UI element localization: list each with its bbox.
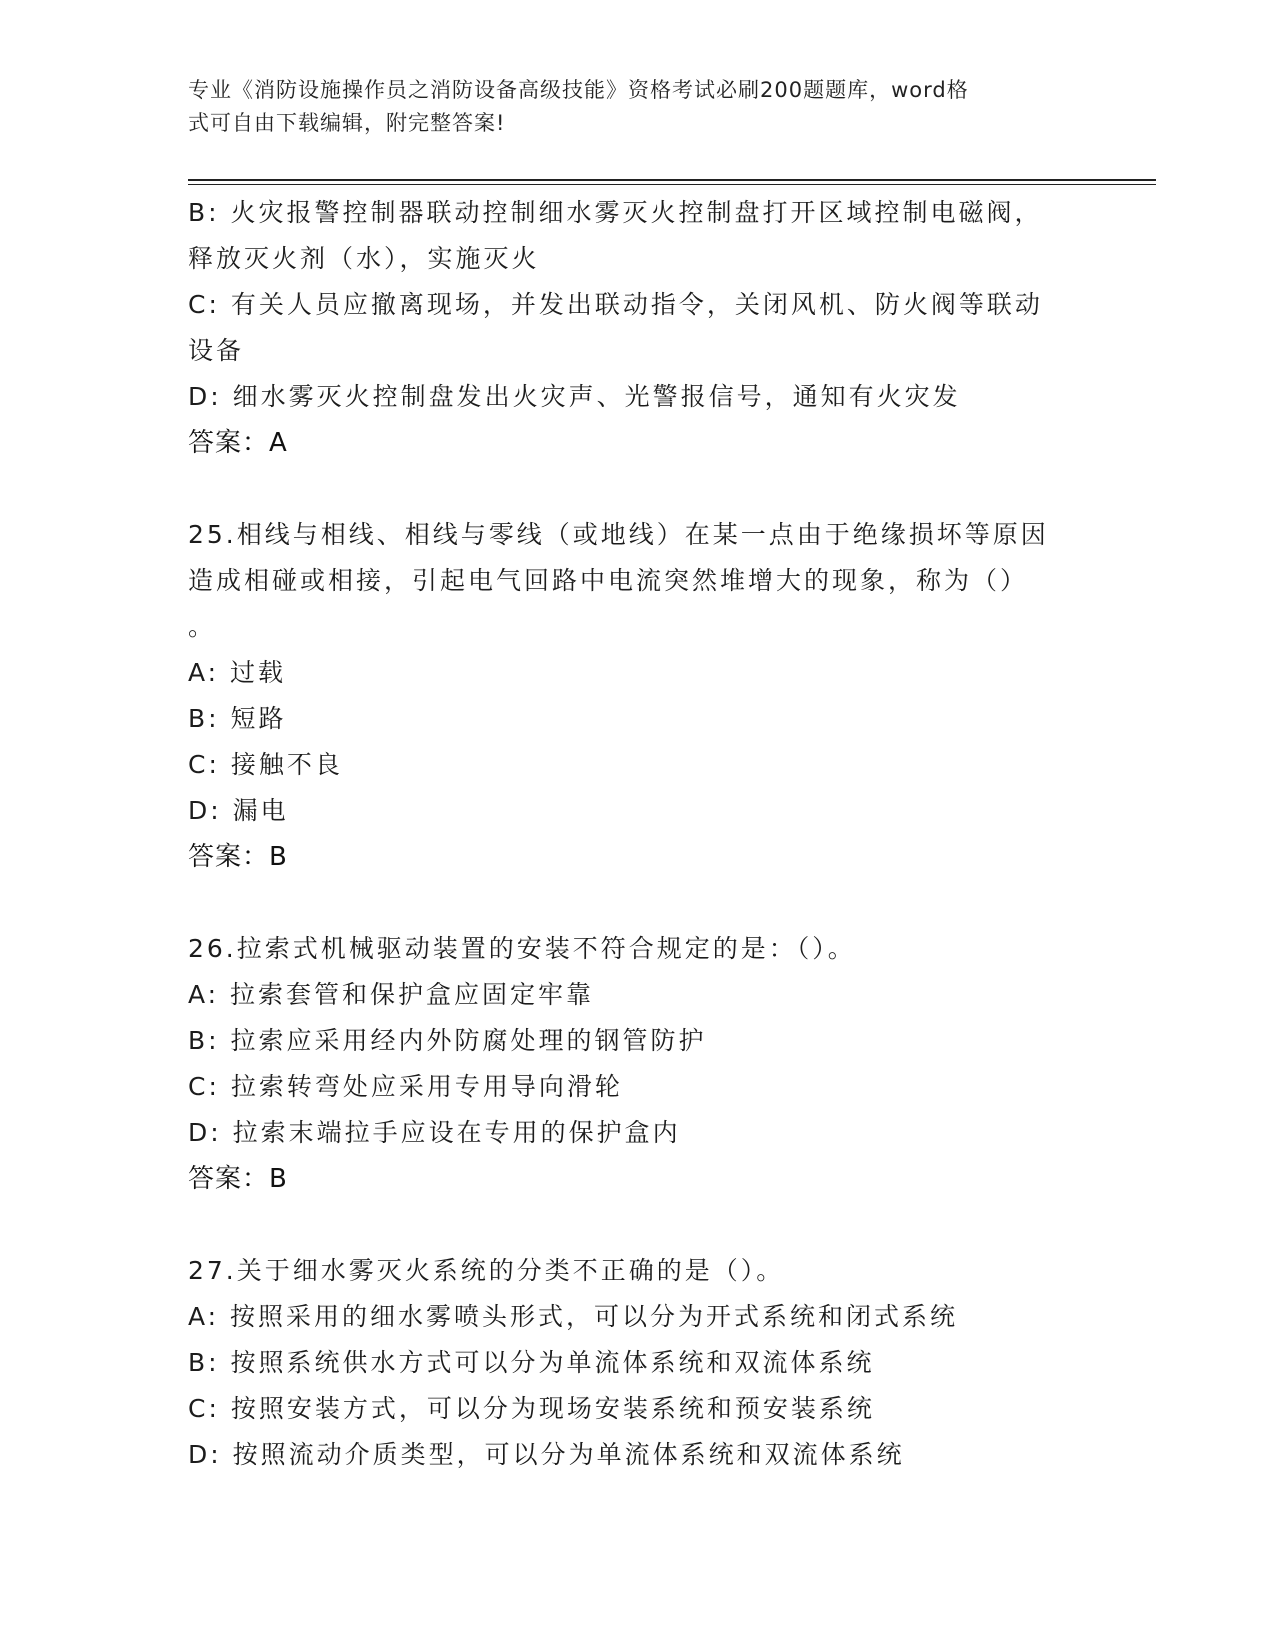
option-c-line-2: 设备 bbox=[188, 336, 245, 365]
spacer bbox=[188, 466, 1088, 512]
option-b: B: 拉索应采用经内外防腐处理的钢管防护 bbox=[188, 1026, 707, 1055]
header-divider-thin bbox=[188, 184, 1156, 185]
option-b: B: 按照系统供水方式可以分为单流体系统和双流体系统 bbox=[188, 1348, 875, 1377]
option-a: A: 过载 bbox=[188, 658, 287, 687]
question-27 bbox=[188, 1248, 1088, 1478]
spacer bbox=[188, 1202, 1088, 1248]
answer: 答案：B bbox=[188, 1164, 288, 1194]
option-b-line-2: 释放灭火剂（水），实施灭火 bbox=[188, 244, 540, 273]
option-b: B: 短路 bbox=[188, 704, 287, 733]
question-stem-line-1: 26.拉索式机械驱动装置的安装不符合规定的是：（）。 bbox=[188, 934, 856, 963]
option-d: D: 拉索末端拉手应设在专用的保护盒内 bbox=[188, 1118, 681, 1147]
option-c: C: 拉索转弯处应采用专用导向滑轮 bbox=[188, 1072, 623, 1101]
option-a: A: 拉索套管和保护盒应固定牢靠 bbox=[188, 980, 595, 1009]
option-d: D: 细水雾灭火控制盘发出火灾声、光警报信号，通知有火灾发 bbox=[188, 382, 961, 411]
header-line-2: 式可自由下载编辑，附完整答案! bbox=[188, 111, 506, 135]
question-26 bbox=[188, 926, 1088, 1202]
option-b-line-1: B: 火灾报警控制器联动控制细水雾灭火控制盘打开区域控制电磁阀， bbox=[188, 198, 1043, 227]
answer: 答案：B bbox=[188, 842, 288, 872]
option-c: C: 按照安装方式，可以分为现场安装系统和预安装系统 bbox=[188, 1394, 875, 1423]
header-line-1: 专业《消防设施操作员之消防设备高级技能》资格考试必刷200题题库，word格 bbox=[188, 78, 969, 102]
question-25 bbox=[188, 512, 1088, 880]
answer: 答案：A bbox=[188, 428, 288, 458]
option-a: A: 按照采用的细水雾喷头形式，可以分为开式系统和闭式系统 bbox=[188, 1302, 959, 1331]
option-c-line-1: C: 有关人员应撤离现场，并发出联动指令，关闭风机、防火阀等联动 bbox=[188, 290, 1043, 319]
spacer bbox=[188, 880, 1088, 926]
option-d: D: 按照流动介质类型，可以分为单流体系统和双流体系统 bbox=[188, 1440, 905, 1469]
header-divider-thick bbox=[188, 179, 1156, 181]
option-c: C: 接触不良 bbox=[188, 750, 343, 779]
option-d: D: 漏电 bbox=[188, 796, 289, 825]
question-stem-line-1: 25.相线与相线、相线与零线（或地线）在某一点由于绝缘损坏等原因 bbox=[188, 520, 1049, 549]
page-header bbox=[188, 74, 1068, 140]
question-stem-line-2: 造成相碰或相接，引起电气回路中电流突然堆增大的现象，称为（） bbox=[188, 566, 1029, 595]
question-stem-line-3: 。 bbox=[188, 612, 217, 641]
question-list bbox=[188, 190, 1088, 1478]
question-24-continued bbox=[188, 190, 1088, 466]
question-stem-line-1: 27.关于细水雾灭火系统的分类不正确的是（）。 bbox=[188, 1256, 785, 1285]
